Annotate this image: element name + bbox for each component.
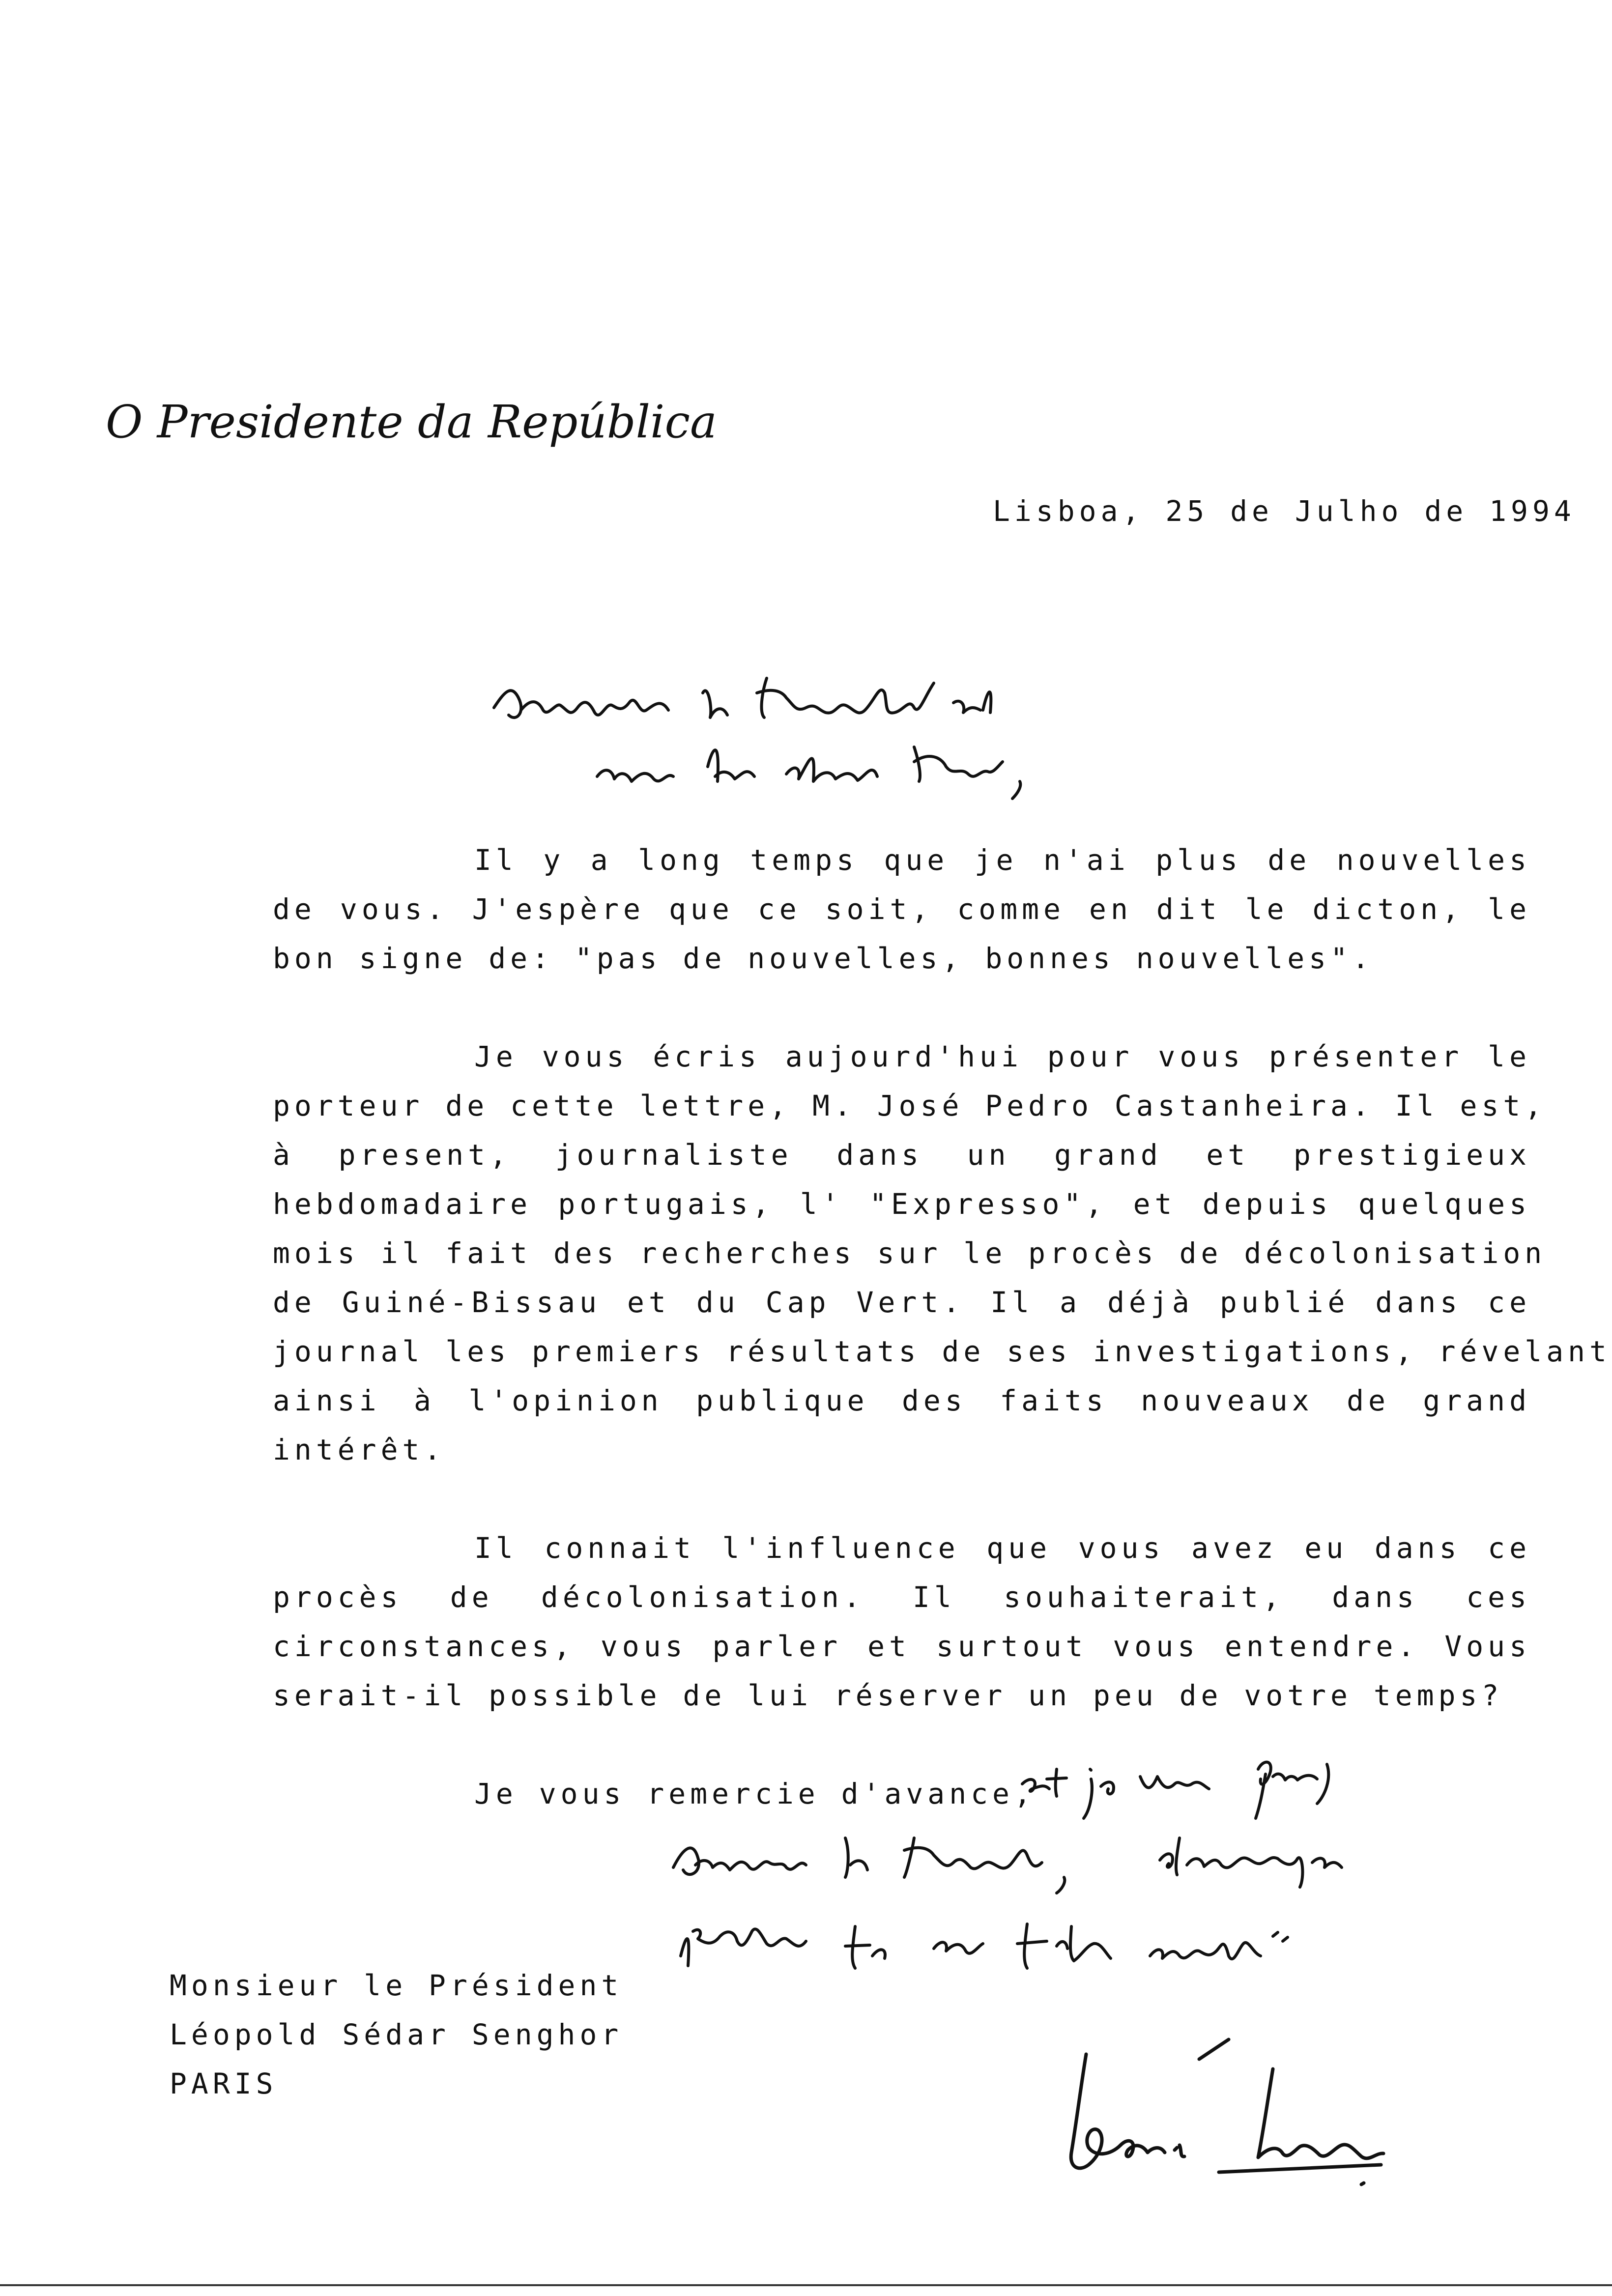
handwritten-closing xyxy=(639,1750,1597,2000)
paragraph-line: hebdomadaire portugais, l' "Expresso", et depuis quelques xyxy=(273,1187,1531,1221)
letterhead xyxy=(101,373,740,472)
paragraph-line: de vous. J'espère que ce soit, comme en dit le dicton, le xyxy=(273,892,1531,926)
paragraph-line: circonstances, vous parler et surtout vous entendre. Vous xyxy=(273,1630,1531,1663)
bottom-edge-rule xyxy=(0,2284,1612,2286)
letterhead-script xyxy=(101,373,740,472)
closing-line: Je vous remercie d'avance, xyxy=(474,1777,1036,1810)
paragraph-line: journal les premiers résultats de ses investigations, révelant xyxy=(273,1335,1611,1368)
paragraph-line: bon signe de: "pas de nouvelles, bonnes nouvelles". xyxy=(273,942,1374,975)
paragraph-1 xyxy=(273,835,1531,983)
paragraph-line: porteur de cette lettre, M. José Pedro Castanheira. Il est, xyxy=(273,1089,1547,1122)
paragraph-2 xyxy=(273,1032,1611,1474)
paragraph-line: ainsi à l'opinion publique des faits nouveaux de grand xyxy=(273,1384,1531,1417)
paragraph-3 xyxy=(273,1523,1531,1720)
signature xyxy=(1042,2025,1396,2192)
dateline: Lisboa, 25 de Julho de 1994 xyxy=(993,494,1576,528)
paragraph-line: Je vous écris aujourd'hui pour vous présenter le xyxy=(474,1040,1531,1073)
paragraph-line: serait-il possible de lui réserver un peu de votre temps? xyxy=(273,1679,1503,1712)
paragraph-line: procès de décolonisation. Il souhaiterait, dans ces xyxy=(273,1580,1531,1614)
handwritten-salutation xyxy=(491,663,1327,811)
addressee-line-3: PARIS xyxy=(170,2067,278,2100)
letterhead-text: O Presidente da República xyxy=(106,396,717,448)
paragraph-line: à present, journaliste dans un grand et prestigieux xyxy=(273,1138,1531,1172)
addressee-block xyxy=(170,1961,623,2108)
addressee-line-1: Monsieur le Président xyxy=(170,1969,623,2002)
addressee-line-2: Léopold Sédar Senghor xyxy=(170,2018,623,2051)
paragraph-line: Il y a long temps que je n'ai plus de nouvelles xyxy=(474,843,1531,877)
paragraph-line: de Guiné-Bissau et du Cap Vert. Il a déjà publié dans ce xyxy=(273,1286,1531,1319)
paragraph-line: mois il fait des recherches sur le procès de décolonisation xyxy=(273,1236,1547,1270)
paragraph-line: Il connait l'influence que vous avez eu dans ce xyxy=(474,1531,1531,1565)
paragraph-line: intérêt. xyxy=(273,1433,446,1466)
